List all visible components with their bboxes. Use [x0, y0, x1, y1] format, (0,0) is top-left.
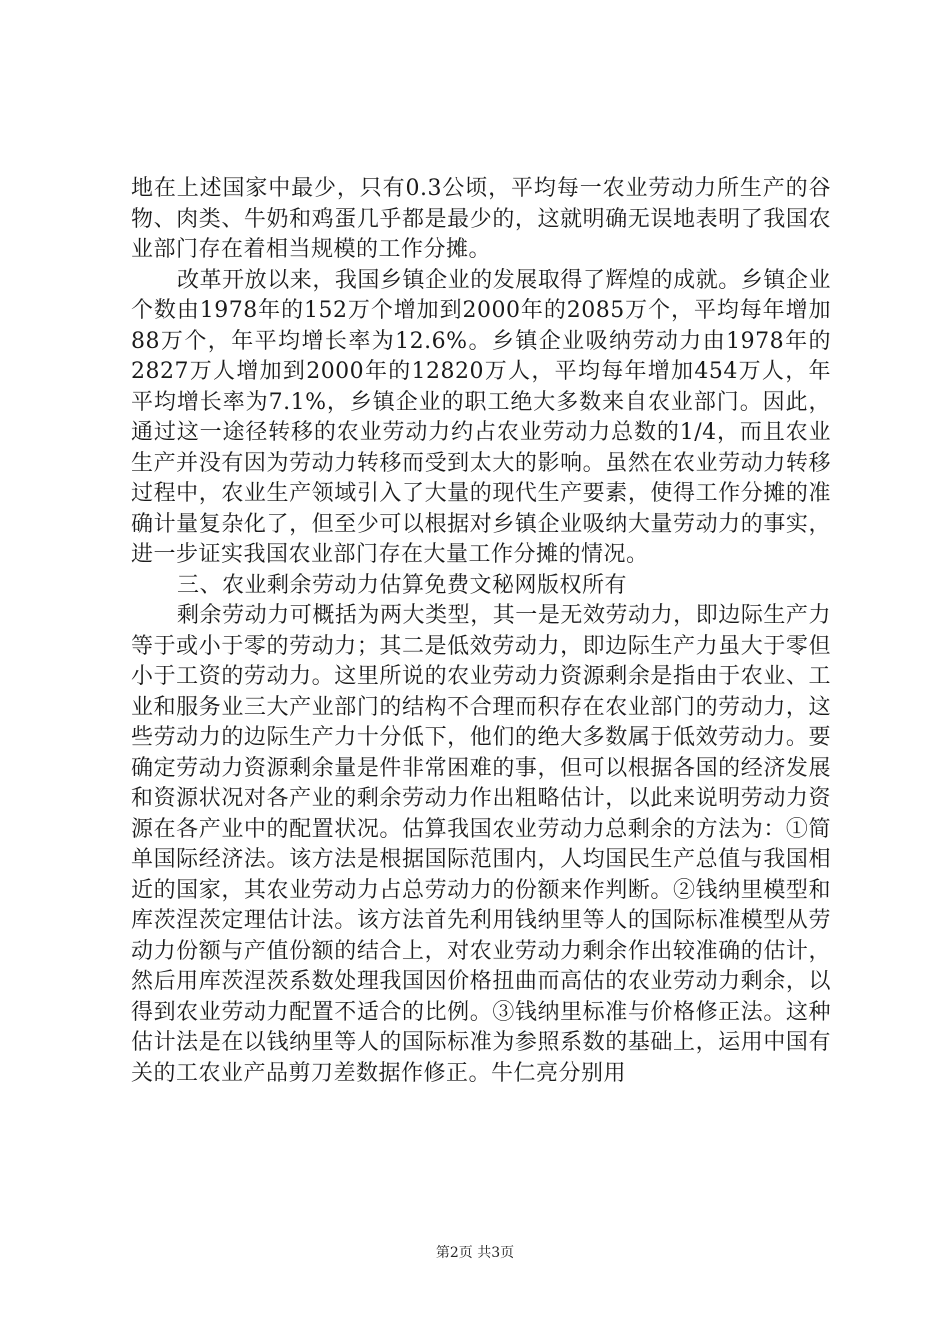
page-footer: 第2页 共3页 [435, 1245, 515, 1261]
document-body [131, 174, 831, 1089]
paragraph-surplus-labor: 剩余劳动力可概括为两大类型，其一是无效劳动力，即边际生产力等于或小于零的劳动力；其二是低效劳动力，即边际生产力虽大于零但小于工资的劳动力。这里所说的农业劳动力资源剩余是指由于农业、工业和服务业三大产业部门的结构不合理而积存在农业部门的劳动力，这些劳动力的边际生产力十分低下，他们的绝大多数属于低效劳动力。要确定劳动力资源剩余量是件非常困难的事，但可以根据各国的经济发展和资源状况对各产业的剩余劳动力作出粗略估计，以此来说明劳动力资源在各产业中的配置状况。估算我国农业劳动力总剩余的方法为：①简单国际经济法。该方法是根据国际范围内，人均国民生产总值与我国相近的国家，其农业劳动力占总劳动力的份额来作判断。②钱纳里模型和库茨涅茨定理估计法。该方法首先利用钱纳里等人的国际标准模型从劳动力份额与产值份额的结合上，对农业劳动力剩余作出较准确的估计，然后用库茨涅茨系数处理我国因价格扭曲而高估的农业劳动力剩余，以得到农业劳动力配置不适合的比例。③钱纳里标准与价格修正法。这种估计法是在以钱纳里等人的国际标准为参照系数的基础上，运用中国有关的工农业产品剪刀差数据作修正。牛仁亮分别用 [131, 603, 831, 1086]
section-heading: 三、农业剩余劳动力估算免费文秘网版权所有 [177, 572, 628, 598]
paragraph-continuation: 地在上述国家中最少，只有0.3公顷，平均每一农业劳动力所生产的谷物、肉类、牛奶和鸡蛋几乎都是最少的，这就明确无误地表明了我国农业部门存在着相当规模的工作分摊。 [131, 176, 831, 262]
paragraph-township-enterprises: 改革开放以来，我国乡镇企业的发展取得了辉煌的成就。乡镇企业个数由1978年的152万个增加到2000年的2085万个，平均每年增加88万个，年平均增长率为12.6%。乡镇企业吸纳劳动力由1978年的2827万人增加到2000年的12820万人，平均每年增加454万人，年平均增长率为7.1%，乡镇企业的职工绝大多数来自农业部门。因此，通过这一途径转移的农业劳动力约占农业劳动力总数的1/4，而且农业生产并没有因为劳动力转移而受到太大的影响。虽然在农业劳动力转移过程中，农业生产领域引入了大量的现代生产要素，使得工作分摊的准确计量复杂化了，但至少可以根据对乡镇企业吸纳大量劳动力的事实，进一步证实我国农业部门存在大量工作分摊的情况。 [131, 267, 831, 567]
